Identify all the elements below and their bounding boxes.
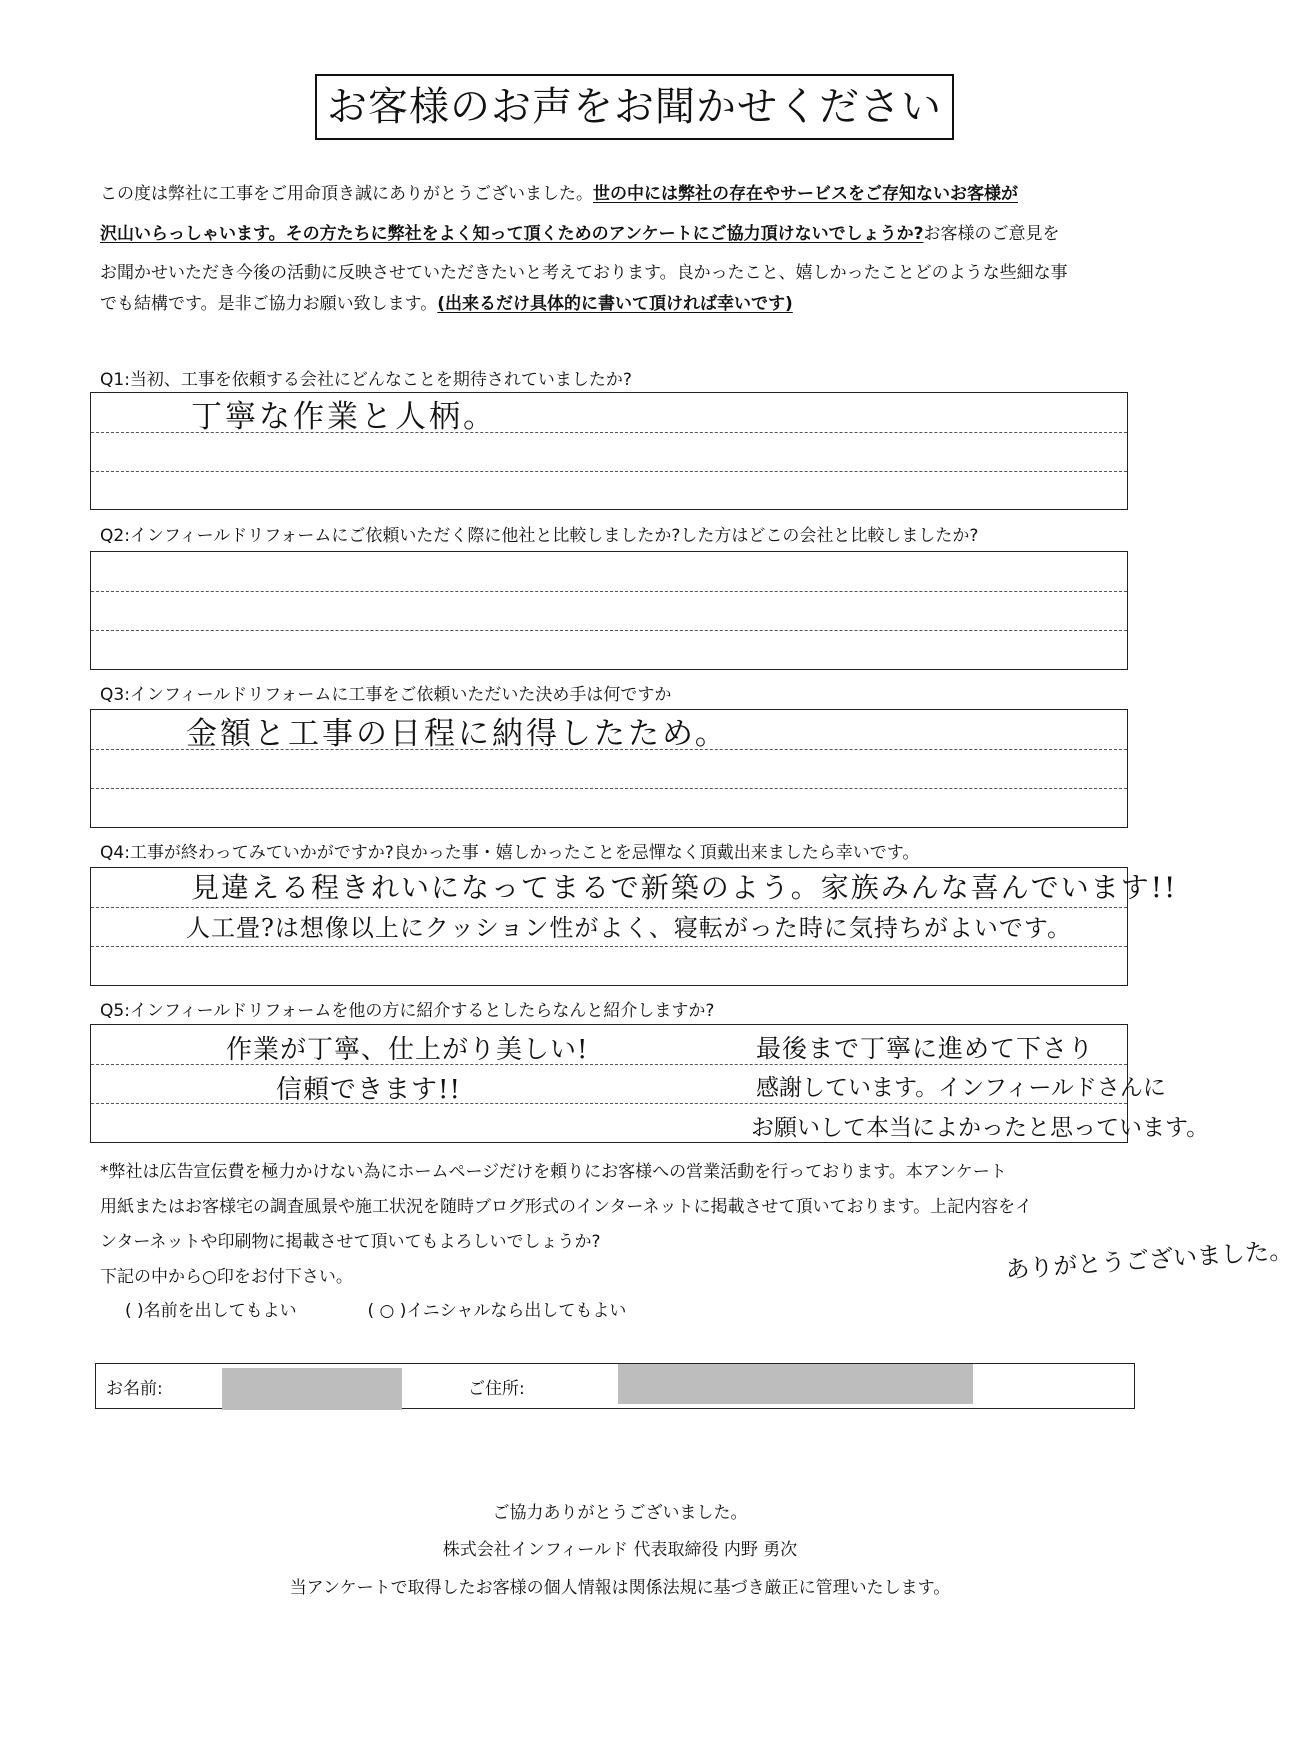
consent-option-1-mark[interactable]: ( ) [125,1301,144,1321]
answer-4-handwriting-line-2: 人工畳?は想像以上にクッション性がよく、寝転がった時に気持ちがよいです。 [186,914,1072,942]
ruled-line [91,591,1127,592]
question-1: Q1:当初、工事を依頼する会社にどんなことを期待されていましたか? [100,370,632,390]
intro-line-2 [100,223,1059,245]
intro-text: この度は弊社に工事をご用命頂き誠にありがとうございました。 [100,184,593,204]
intro-text: でも結構です。是非ご協力お願い致します。 [100,294,438,314]
notice-line-2: 用紙またはお客様宅の調査風景や施工状況を随時ブログ形式のインターネットに掲載させて頂いております。上記内容をイ [100,1197,1033,1217]
answer-box-2[interactable] [90,551,1128,670]
answer-box-4[interactable] [90,867,1178,986]
answer-5-handwriting-line-5: お願いして本当によかったと思っています。 [751,1115,1210,1141]
ruled-line [91,471,1127,472]
name-address-box [95,1363,1135,1409]
question-4: Q4:工事が終わってみていかがですか?良かった事・嬉しかったことを忌憚なく頂戴出来ましたら幸いです。 [100,843,920,863]
notice-line-3: ンターネットや印刷物に掲載させて頂いてもよろしいでしょうか? [100,1232,601,1252]
answer-5-handwriting-line-4: 感謝しています。インフィールドさんに [756,1075,1166,1101]
answer-3-handwriting: 金額と工事の日程に納得したため。 [186,716,729,752]
intro-line-3 [100,262,1068,284]
question-2: Q2:インフィールドリフォームにご依頼いただく際に他社と比較しましたか?した方はどこの会社と比較しましたか? [100,526,979,546]
consent-option-1-label: 名前を出してもよい [143,1301,297,1321]
name-label: お名前: [106,1379,163,1399]
consent-options [125,1296,626,1321]
intro-line-4 [100,293,793,315]
answer-box-1[interactable] [90,392,1128,510]
consent-option-2-label: イニシャルなら出してもよい [406,1301,627,1321]
name-field-redacted[interactable] [222,1368,402,1410]
footer-company: 株式会社インフィールド 代表取締役 内野 勇次 [442,1540,798,1560]
handwritten-thanks: ありがとうございました。 [1004,1235,1294,1285]
answer-5-handwriting-line-3: 最後まで丁寧に進めて下さり [756,1034,1095,1063]
intro-line-1 [100,183,1018,205]
answer-4-handwriting-line-1: 見違える程きれいになってまるで新築のよう。家族みんな喜んでいます!! [191,871,1178,904]
intro-emphasis: 世の中には弊社の存在やサービスをご存知ないお客様が [593,184,1018,204]
intro-emphasis: (出来るだけ具体的に書いて頂ければ幸いです) [437,294,793,314]
question-3: Q3:インフィールドリフォームに工事をご依頼いただいた決め手は何ですか [100,685,672,705]
answer-5-handwriting-line-1: 作業が丁寧、仕上がり美しい! [226,1035,589,1065]
ruled-line [91,630,1127,631]
footer-privacy: 当アンケートで取得したお客様の個人情報は関係法規に基づき厳正に管理いたします。 [289,1578,951,1598]
ruled-line [91,946,1127,947]
intro-text: お聞かせいただき今後の活動に反映させていただきたいと考えております。良かったこと、嬉しかったことどのような些細な事 [100,263,1068,283]
footer-thanks: ご協力ありがとうございました。 [492,1503,748,1523]
notice-line-1: *弊社は広告宣伝費を極力かけない為にホームページだけを頼りにお客様への営業活動を行っております。本アンケート [100,1162,1007,1182]
consent-option-2-mark[interactable]: ( ○ ) [367,1301,407,1321]
address-label: ご住所: [468,1379,525,1399]
answer-5-handwriting-line-2: 信頼できます!! [276,1075,461,1105]
ruled-line [91,1103,1127,1104]
ruled-line [91,788,1127,789]
intro-text: お客様のご意見を [923,224,1060,244]
answer-box-3[interactable] [90,709,1128,828]
notice-line-4: 下記の中から○印をお付下さい。 [100,1267,353,1287]
answer-box-5[interactable] [90,1024,1210,1143]
address-field-redacted[interactable] [618,1364,973,1404]
answer-1-handwriting: 丁寧な作業と人柄。 [191,399,497,435]
page-title: お客様のお声をお聞かせください [315,74,954,140]
intro-emphasis: 沢山いらっしゃいます。その方たちに弊社をよく知って頂くためのアンケートにご協力頂けないでしょうか? [100,224,924,244]
question-5: Q5:インフィールドリフォームを他の方に紹介するとしたらなんと紹介しますか? [100,1001,715,1021]
